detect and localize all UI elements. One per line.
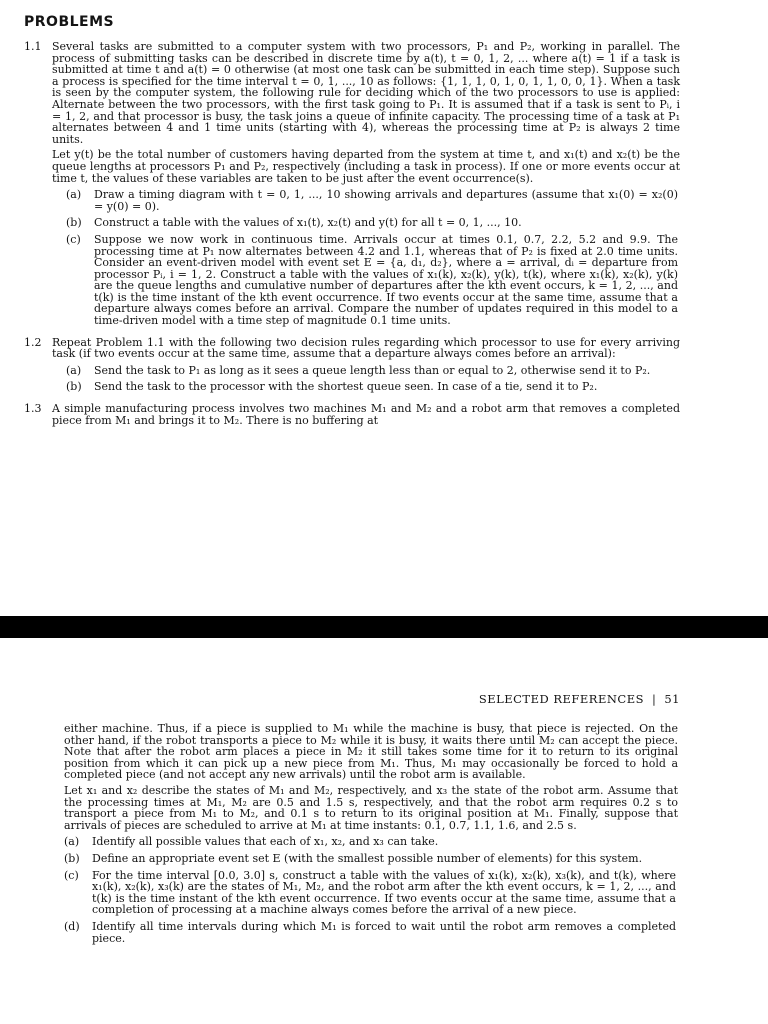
sub-question-label: (a) [64,835,80,849]
sub-question [52,189,680,212]
sub-question-text: For the time interval [0.0, 3.0] s, construct a table with the values of x₁(k), x₂(k), x₃(k), and t(k), where x₁(k), x₂(k), x₃(k) are the states of M₁, M₂, and the robot arm after the kth event occurs, k = 1, 2, ..., and t(k) is the time instant of the kth event occurrence. If two events occur at the same time, assume that a completion of processing at a machine always comes before the arrival of a new piece. [92,868,676,917]
problem-paragraph: Repeat Problem 1.1 with the following two decision rules regarding which processor to use for every arriving task (if two events occur at the same time, assume that a departure always comes before an arrival): [52,335,680,361]
sub-question [52,217,680,229]
continuation-paragraph: either machine. Thus, if a piece is supplied to M₁ while the machine is busy, that piece is rejected. On the other hand, if the robot transports a piece to M₂ while it is busy, it waits there until M₂ can accept the piece. Note that after the robot arm places a piece in M₂ it still takes some time for it to return to its original position from which it can pick up a new piece from M₁. Thus, M₁ may occasionally be forced to hold a completed piece (and not accept any new arrivals) until the robot arm is available. [64,722,678,782]
page-number: 51 [664,692,680,706]
running-head-title: SELECTED REFERENCES [478,692,644,706]
problem-paragraph: Let y(t) be the total number of customers having departed from the system at time t, and x₁(t) and x₂(t) be the queue lengths at processors P₁ and P₂, respectively (including a task in process). If one or more events occur at time t, the values of these variables are taken to be just after the event occurrence(s). [52,148,680,185]
problem-1-2 [24,337,680,393]
problem-number: 1.3 [24,402,42,416]
sub-question [64,853,678,865]
sub-question-text: Identify all possible values that each of x₁, x₂, and x₃ can take. [92,835,439,849]
page-gap-divider [0,616,768,638]
sub-question [52,365,680,377]
problem-number: 1.2 [24,335,42,349]
sub-question-label: (b) [64,851,80,865]
sub-question [64,870,678,916]
page-bottom [0,638,768,1024]
running-head-separator: | [651,692,657,706]
sub-question-text: Suppose we now work in continuous time. Arrivals occur at times 0.1, 0.7, 2.2, 5.2 and 9.9. The processing time at P₁ now alternates between 4.2 and 1.1, whereas that of P₂ is fixed at 2.0 time units. Consider an event-driven model with event set E = {a, d₁, d₂}, where a = arrival, dᵢ = departure from processor Pᵢ, i = 1, 2. Construct a table with the values of x₁(k), x₂(k), y(k), t(k), where x₁(k), x₂(k), y(k) are the queue lengths and cumulative number of departures after the kth event occurs, k = 1, 2, ..., and t(k) is the time instant of the kth event occurrence. If two events occur at the same time, assume that a departure always comes before an arrival. Compare the number of updates required in this model to a time-driven model with a time step of magnitude 0.1 time units. [94,232,678,328]
sub-question [64,921,678,944]
problem-number: 1.1 [24,40,42,53]
running-head [479,692,680,706]
sub-question-text: Send the task to P₁ as long as it sees a queue length less than or equal to 2, otherwise send it to P₂. [94,363,651,377]
sub-question-text: Draw a timing diagram with t = 0, 1, ..., 10 showing arrivals and departures (assume that x₁(0) = x₂(0) = y(0) = 0). [94,188,678,213]
sub-question-label: (b) [66,380,82,394]
sub-question-text: Construct a table with the values of x₁(t), x₂(t) and y(t) for all t = 0, 1, ..., 10. [94,216,522,230]
sub-question-label: (a) [66,188,82,202]
sub-question [52,381,680,393]
problem-paragraph: A simple manufacturing process involves two machines M₁ and M₂ and a robot arm that removes a completed piece from M₁ and brings it to M₂. There is no buffering at [52,402,680,427]
continuation-paragraph: Let x₁ and x₂ describe the states of M₁ and M₂, respectively, and x₃ the state of the robot arm. Assume that the processing times at M₁, M₂ are 0.5 and 1.5 s, respectively, and that the robot arm requires 0.2 s to transport a piece from M₁ to M₂, and 0.1 s to return to its original position at M₁. Finally, suppose that arrivals of pieces are scheduled to arrive at M₁ at time instants: 0.1, 0.7, 1.1, 1.6, and 2.5 s. [64,783,678,832]
sub-question-text: Define an appropriate event set E (with the smallest possible number of elements) for this system. [92,851,643,865]
sub-question [52,234,680,327]
sub-question [64,836,678,848]
section-heading: PROBLEMS [24,14,115,30]
problem-list [24,41,680,436]
sub-question-text: Send the task to the processor with the shortest queue seen. In case of a tie, send it to P₂. [94,380,598,394]
problem-1-1 [24,41,680,327]
sub-question-label: (d) [64,919,80,933]
sub-question-label: (c) [66,232,81,246]
problem-1-3 [24,403,680,426]
problem-continuation [64,723,678,948]
sub-question-label: (b) [66,216,82,230]
problem-paragraph: Several tasks are submitted to a computer system with two processors, P₁ and P₂, working in parallel. The process of submitting tasks can be described in discrete time by a(t), t = 0, 1, 2, ... where a(t) = 1 if a task is submitted at time t and a(t) = 0 otherwise (at most one task can be submitted in each time step). Suppose such a process is specified for the time interval t = 0, 1, ..., 10 as follows: {1, 1, 1, 0, 1, 0, 1, 1, 0, 0, 1}. When a task is seen by the computer system, the following rule for deciding which of the two processors to use is applied: Alternate between the two processors, with the first task going to P₁. It is assumed that if a task is sent to Pᵢ, i = 1, 2, and that processor is busy, the task joins a queue of infinite capacity. The processing time of a task at P₁ alternates between 4 and 1 time units (starting with 4), whereas the processing time at P₂ is always 2 time units. [52,40,680,146]
sub-question-text: Identify all time intervals during which M₁ is forced to wait until the robot arm removes a completed piece. [92,919,676,945]
sub-question-label: (a) [66,363,82,377]
sub-question-label: (c) [64,868,79,882]
